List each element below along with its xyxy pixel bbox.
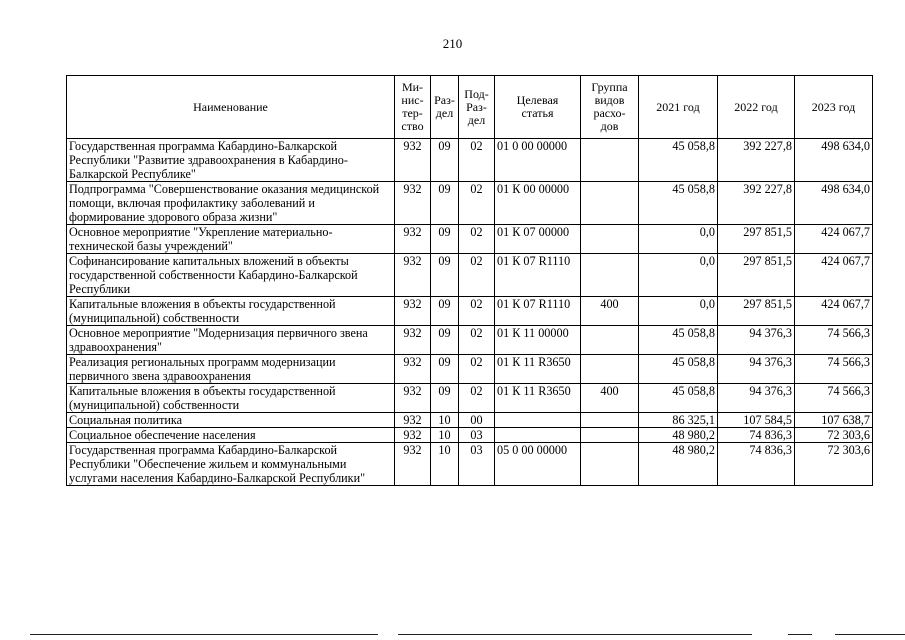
table-row xyxy=(67,254,873,297)
cell-2021: 45 058,8 xyxy=(639,326,718,355)
cell-target-article: 01 К 07 R1110 xyxy=(495,254,581,297)
cell-2023: 72 303,6 xyxy=(795,428,873,443)
cell-expense-group: 400 xyxy=(581,297,639,326)
table-row xyxy=(67,297,873,326)
cell-ministry: 932 xyxy=(395,326,431,355)
cell-name: Капитальные вложения в объекты государственной (муниципальной) собственности xyxy=(67,297,395,326)
cell-2021: 45 058,8 xyxy=(639,355,718,384)
cell-subsection: 02 xyxy=(459,139,495,182)
column-header-2021: 2021 год xyxy=(639,76,718,139)
cell-2022: 74 836,3 xyxy=(718,428,795,443)
cell-expense-group: 400 xyxy=(581,384,639,413)
cell-expense-group xyxy=(581,413,639,428)
column-header-ministry: Ми- нис- тер- ство xyxy=(395,76,431,139)
table-row xyxy=(67,182,873,225)
cell-expense-group xyxy=(581,182,639,225)
cell-expense-group xyxy=(581,428,639,443)
cell-2022: 297 851,5 xyxy=(718,254,795,297)
cell-expense-group xyxy=(581,443,639,486)
cell-2021: 0,0 xyxy=(639,225,718,254)
table-row xyxy=(67,326,873,355)
cell-name: Капитальные вложения в объекты государственной (муниципальной) собственности xyxy=(67,384,395,413)
column-header-subsection: Под- Раз- дел xyxy=(459,76,495,139)
cell-target-article: 01 К 07 R1110 xyxy=(495,297,581,326)
table-body xyxy=(67,139,873,486)
cell-name: Социальная политика xyxy=(67,413,395,428)
cell-2023: 72 303,6 xyxy=(795,443,873,486)
column-header-expense-group: Группа видов расхо- дов xyxy=(581,76,639,139)
cell-ministry: 932 xyxy=(395,355,431,384)
cell-subsection: 02 xyxy=(459,326,495,355)
cell-2021: 45 058,8 xyxy=(639,384,718,413)
table-row xyxy=(67,225,873,254)
footer-rule xyxy=(30,634,378,635)
cell-expense-group xyxy=(581,139,639,182)
cell-2023: 74 566,3 xyxy=(795,384,873,413)
cell-2021: 86 325,1 xyxy=(639,413,718,428)
cell-2022: 107 584,5 xyxy=(718,413,795,428)
cell-2023: 498 634,0 xyxy=(795,182,873,225)
cell-2021: 48 980,2 xyxy=(639,428,718,443)
cell-subsection: 02 xyxy=(459,355,495,384)
table-row xyxy=(67,428,873,443)
cell-2021: 0,0 xyxy=(639,254,718,297)
cell-2022: 297 851,5 xyxy=(718,297,795,326)
cell-name: Основное мероприятие "Модернизация первичного звена здравоохранения" xyxy=(67,326,395,355)
cell-ministry: 932 xyxy=(395,413,431,428)
footer-rule xyxy=(788,634,812,635)
footer-rule xyxy=(398,634,752,635)
cell-subsection: 00 xyxy=(459,413,495,428)
cell-subsection: 02 xyxy=(459,254,495,297)
cell-subsection: 02 xyxy=(459,384,495,413)
cell-2023: 107 638,7 xyxy=(795,413,873,428)
cell-2022: 392 227,8 xyxy=(718,139,795,182)
column-header-2022: 2022 год xyxy=(718,76,795,139)
cell-section: 09 xyxy=(431,139,459,182)
cell-name: Государственная программа Кабардино-Балкарской Республики "Развитие здравоохранения в Кабардино-Балкарской Республике" xyxy=(67,139,395,182)
cell-2022: 392 227,8 xyxy=(718,182,795,225)
cell-name: Софинансирование капитальных вложений в объекты государственной собственности Кабардино-Балкарской Республики xyxy=(67,254,395,297)
cell-expense-group xyxy=(581,254,639,297)
cell-section: 09 xyxy=(431,182,459,225)
cell-target-article: 01 К 11 R3650 xyxy=(495,384,581,413)
cell-section: 09 xyxy=(431,326,459,355)
footer-rule xyxy=(835,634,905,635)
cell-2023: 424 067,7 xyxy=(795,225,873,254)
cell-target-article: 01 0 00 00000 xyxy=(495,139,581,182)
cell-target-article xyxy=(495,428,581,443)
cell-name: Подпрограмма "Совершенствование оказания медицинской помощи, включая профилактику заболеваний и формирование здорового образа жизни" xyxy=(67,182,395,225)
cell-2022: 94 376,3 xyxy=(718,355,795,384)
cell-section: 09 xyxy=(431,254,459,297)
cell-subsection: 02 xyxy=(459,182,495,225)
cell-ministry: 932 xyxy=(395,428,431,443)
cell-name: Реализация региональных программ модернизации первичного звена здравоохранения xyxy=(67,355,395,384)
cell-2022: 74 836,3 xyxy=(718,443,795,486)
cell-ministry: 932 xyxy=(395,254,431,297)
cell-target-article: 01 К 07 00000 xyxy=(495,225,581,254)
cell-ministry: 932 xyxy=(395,182,431,225)
cell-ministry: 932 xyxy=(395,384,431,413)
cell-expense-group xyxy=(581,326,639,355)
cell-target-article: 01 К 00 00000 xyxy=(495,182,581,225)
cell-name: Основное мероприятие "Укрепление материально-технической базы учреждений" xyxy=(67,225,395,254)
cell-subsection: 02 xyxy=(459,225,495,254)
cell-2021: 48 980,2 xyxy=(639,443,718,486)
table-row xyxy=(67,139,873,182)
cell-target-article xyxy=(495,413,581,428)
cell-target-article: 01 К 11 R3650 xyxy=(495,355,581,384)
cell-ministry: 932 xyxy=(395,139,431,182)
column-header-name: Наименование xyxy=(67,76,395,139)
cell-section: 10 xyxy=(431,443,459,486)
cell-2021: 45 058,8 xyxy=(639,182,718,225)
cell-2023: 424 067,7 xyxy=(795,297,873,326)
cell-ministry: 932 xyxy=(395,297,431,326)
cell-ministry: 932 xyxy=(395,225,431,254)
cell-section: 09 xyxy=(431,225,459,254)
table-row xyxy=(67,355,873,384)
cell-ministry: 932 xyxy=(395,443,431,486)
cell-2021: 45 058,8 xyxy=(639,139,718,182)
cell-expense-group xyxy=(581,225,639,254)
cell-2023: 74 566,3 xyxy=(795,326,873,355)
cell-2022: 94 376,3 xyxy=(718,384,795,413)
table-row xyxy=(67,443,873,486)
cell-2022: 297 851,5 xyxy=(718,225,795,254)
cell-subsection: 03 xyxy=(459,428,495,443)
cell-target-article: 01 К 11 00000 xyxy=(495,326,581,355)
cell-target-article: 05 0 00 00000 xyxy=(495,443,581,486)
cell-2023: 424 067,7 xyxy=(795,254,873,297)
cell-subsection: 02 xyxy=(459,297,495,326)
table-row xyxy=(67,384,873,413)
column-header-section: Раз- дел xyxy=(431,76,459,139)
cell-section: 10 xyxy=(431,428,459,443)
page-number: 210 xyxy=(442,36,463,51)
cell-section: 09 xyxy=(431,384,459,413)
cell-2022: 94 376,3 xyxy=(718,326,795,355)
table-row xyxy=(67,413,873,428)
cell-name: Социальное обеспечение населения xyxy=(67,428,395,443)
cell-expense-group xyxy=(581,355,639,384)
cell-subsection: 03 xyxy=(459,443,495,486)
cell-section: 10 xyxy=(431,413,459,428)
cell-2023: 498 634,0 xyxy=(795,139,873,182)
column-header-2023: 2023 год xyxy=(795,76,873,139)
cell-section: 09 xyxy=(431,297,459,326)
cell-name: Государственная программа Кабардино-Балкарской Республики "Обеспечение жильем и коммунальными услугами населения Кабардино-Балкарской Республики" xyxy=(67,443,395,486)
cell-2023: 74 566,3 xyxy=(795,355,873,384)
budget-table xyxy=(66,75,873,486)
table-header-row xyxy=(67,76,873,139)
cell-section: 09 xyxy=(431,355,459,384)
column-header-target-article: Целевая статья xyxy=(495,76,581,139)
cell-2021: 0,0 xyxy=(639,297,718,326)
